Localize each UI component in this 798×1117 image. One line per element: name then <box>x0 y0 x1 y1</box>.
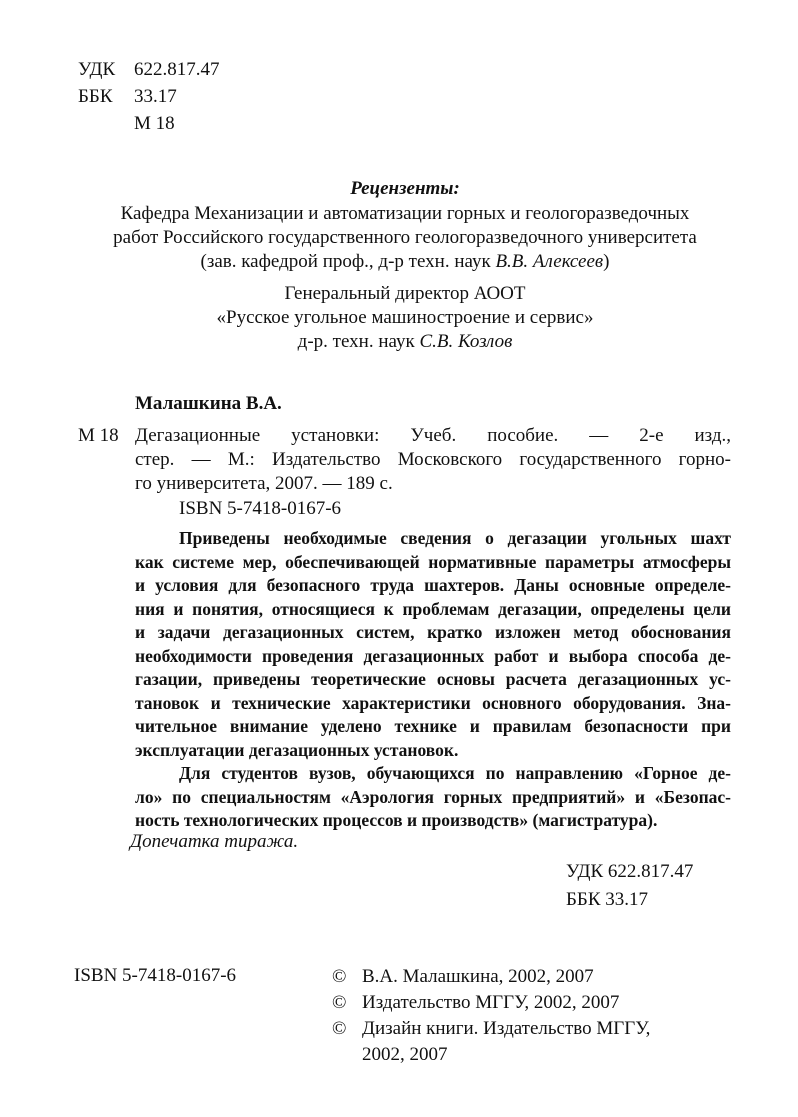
classification-block <box>78 56 278 137</box>
copyright-symbol: © <box>332 1018 347 1039</box>
reprint-note: Допечатка тиража. <box>130 831 299 852</box>
bbk-row <box>78 83 278 110</box>
bibliography-isbn: ISBN 5-7418-0167-6 <box>179 498 342 519</box>
annotation-line: чительное внимание уделено технике и правилам безопасности при <box>135 716 731 736</box>
copyright-text: Дизайн книги. Издательство МГГУ, <box>362 1018 651 1039</box>
copyright-text: Издательство МГГУ, 2002, 2007 <box>362 992 620 1013</box>
reviewers-block <box>60 176 750 354</box>
copyright-block <box>332 964 732 1068</box>
bibliography-line3: го университета, 2007. — 189 с. <box>135 473 393 494</box>
reviewer1-name: В.В. Алексеев <box>495 251 604 272</box>
annotation-line: и условия для безопасного труда шахтеров. Даны основные определе- <box>135 575 731 595</box>
annotation-block <box>135 527 731 833</box>
annotation-line: ность технологических процессов и производств» (магистратура). <box>135 810 658 830</box>
udk-value: 622.817.47 <box>134 59 220 80</box>
annotation-line: ния и понятия, относящиеся к проблемам дегазации, определены цели <box>135 598 731 619</box>
annotation-line: ло» по специальностям «Аэрология горных предприятий» и «Безопас- <box>135 786 731 807</box>
bbk-value: 33.17 <box>134 86 177 107</box>
annotation-line: необходимости проведения дегазационных работ и выбора способа де- <box>135 645 731 666</box>
annotation-line: Для студентов вузов, обучающихся по направлению «Горное де- <box>179 763 731 783</box>
bibliography-line2: стер. — М.: Издательство Московского государственного горно- <box>135 449 731 470</box>
book-author: Малашкина В.А. <box>135 393 282 414</box>
annotation-line: и задачи дегазационных систем, кратко изложен метод обоснования <box>135 622 731 642</box>
reviewer2-name: С.В. Козлов <box>419 331 513 352</box>
reviewer1-line1: Кафедра Механизации и автоматизации горных и геологоразведочных <box>120 203 690 224</box>
bottom-udk: УДК 622.817.47 <box>566 861 694 882</box>
copyright-line3 <box>332 1016 732 1042</box>
reviewer2-prefix: д-р. техн. наук <box>297 331 420 352</box>
annotation-line: Приведены необходимые сведения о дегазации угольных шахт <box>179 528 731 548</box>
reviewer1-line2: работ Российского государственного геологоразведочного университета <box>113 227 697 248</box>
copyright-text: В.А. Малашкина, 2002, 2007 <box>362 966 594 987</box>
bottom-bbk: ББК 33.17 <box>566 889 648 910</box>
annotation-line: газации, приведены теоретические основы расчета дегазационных ус- <box>135 669 731 689</box>
reviewer1-line3 <box>60 250 750 274</box>
bibliography-mark: М 18 <box>78 425 119 446</box>
copyright-line1 <box>332 964 732 990</box>
copyright-isbn: ISBN 5-7418-0167-6 <box>74 965 237 986</box>
annotation-line: тановок и технические характеристики основного оборудования. Зна- <box>135 692 731 713</box>
reviewer1-suffix: ) <box>603 251 610 272</box>
reviewer2-line3 <box>60 330 750 354</box>
author-mark: М 18 <box>134 113 175 134</box>
bottom-classification <box>566 858 726 914</box>
copyright-line3-cont: 2002, 2007 <box>362 1044 448 1065</box>
reviewer1-prefix: (зав. кафедрой проф., д-р техн. наук <box>200 251 496 272</box>
copyright-symbol: © <box>332 966 347 987</box>
copyright-line2 <box>332 990 732 1016</box>
bibliography-line1: Дегазационные установки: Учеб. пособие. — 2-е изд., <box>135 425 731 446</box>
copyright-symbol: © <box>332 992 347 1013</box>
reviewer2-line2: «Русское угольное машиностроение и сервис» <box>216 307 594 328</box>
reviewers-title: Рецензенты: <box>350 178 460 199</box>
bibliography-block <box>135 424 731 521</box>
bbk-label: ББК <box>78 86 113 107</box>
udk-row <box>78 56 278 83</box>
annotation-line: как системе мер, обеспечивающей нормативные параметры атмосферы <box>135 551 731 572</box>
udk-label: УДК <box>78 59 116 80</box>
reviewer2-line1: Генеральный директор АООТ <box>284 283 526 304</box>
annotation-line: эксплуатации дегазационных установок. <box>135 739 459 760</box>
